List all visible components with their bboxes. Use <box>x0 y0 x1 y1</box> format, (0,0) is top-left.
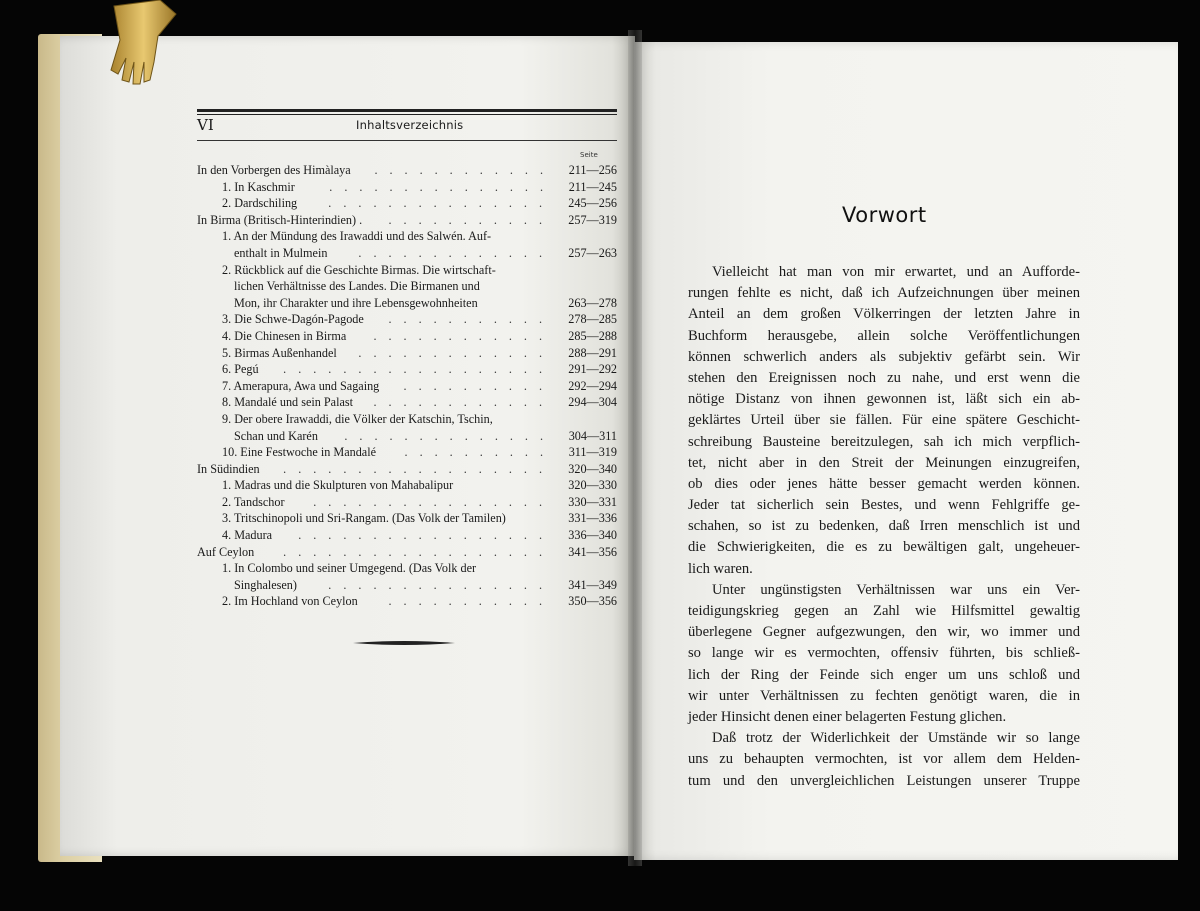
toc-entry <box>197 245 617 262</box>
toc-leader-dots: ............ <box>373 395 554 410</box>
preface-line: wir unter Verhältnissen zu fechten genötigt waren, die in <box>688 687 1080 704</box>
preface-line: rungen fehlte es nicht, daß ich Aufzeichnungen über meinen <box>688 285 1080 302</box>
preface-line: uns zu behaupten vermochten, ist vor allem dem Helden- <box>688 751 1080 768</box>
toc-entry <box>197 212 617 229</box>
toc-leader-dots: ................. <box>298 528 554 543</box>
toc-leader-dots: .......... <box>404 445 555 460</box>
toc-entry <box>197 311 617 328</box>
toc-entry <box>197 361 617 378</box>
toc-leader-dots: ............... <box>328 577 554 592</box>
toc-entry-title: 7. Amerapura, Awa und Sagaing <box>222 378 380 393</box>
hand-bookmark-icon <box>100 0 180 90</box>
toc-page-range: 341—349 <box>568 577 617 592</box>
toc-entry <box>197 428 617 445</box>
preface-line: schreibung Bausteine bereitzulegen, sah ich mich verpflich- <box>688 433 1080 450</box>
preface-line: Unter ungünstigsten Verhältnissen war uns ein Ver- <box>712 581 1080 598</box>
toc-entry-title: In den Vorbergen des Himàlaya <box>197 163 351 177</box>
preface-line: stehen den Ereignissen noch zu nahe, und erst wenn die <box>688 369 1080 386</box>
toc-page-range: 311—319 <box>568 445 617 460</box>
toc-page-range: 257—263 <box>568 245 617 260</box>
preface-line: tum und den unvergleichlichen Leistungen unserer Truppe <box>688 772 1080 789</box>
toc-entry-title: 8. Mandalé und sein Palast <box>222 395 353 410</box>
toc-entry <box>197 593 617 610</box>
toc-entry <box>197 560 617 577</box>
toc-leader-dots: .................. <box>283 544 554 559</box>
toc-leader-dots: ............. <box>358 245 554 260</box>
toc-entry <box>197 228 617 245</box>
toc-entry <box>197 544 617 561</box>
preface-line: geklärtes Urteil über sie fällen. Für eine spätere Geschicht- <box>688 412 1080 429</box>
toc-entry <box>197 411 617 428</box>
toc-entry-title: 3. Tritschinopoli und Sri-Rangam. (Das Volk der Tamilen) <box>222 511 506 526</box>
toc-page-range: 263—278 <box>568 295 617 310</box>
toc-entry-title: 3. Die Schwe-Dagón-Pagode <box>222 312 364 327</box>
toc-entry-title: 10. Eine Festwoche in Mandalé <box>222 445 376 460</box>
toc-page-range: 330—331 <box>568 494 617 509</box>
toc-leader-dots: .............. <box>344 428 555 443</box>
running-title: Inhaltsverzeichnis <box>356 118 464 132</box>
toc-entry-title: Schan und Karén <box>234 428 318 443</box>
toc-entry <box>197 262 617 279</box>
preface-line: können schwerlich anders als subjektiv gefärbt sein. Wir <box>688 348 1080 365</box>
preface-line: Jeder tat sicherlich sein Bestes, und wenn Fehlgriffe ge- <box>688 497 1080 514</box>
preface-line: die Schwierigkeiten, die es zu bewältigen galt, ungeheuer- <box>688 539 1080 556</box>
toc-entry-title: Auf Ceylon <box>197 544 255 559</box>
page-number: VI <box>197 116 214 134</box>
preface-line: nötige Distanz von ihnen gewonnen ist, läßt sich ein ab- <box>688 391 1080 408</box>
toc-leader-dots: ............ <box>374 163 555 177</box>
preface-line: schahen, so ist zu bedenken, daß Irren menschlich ist und <box>688 518 1080 535</box>
toc-entry-title: 4. Die Chinesen in Birma <box>222 328 347 343</box>
toc-leader-dots: .................. <box>283 461 554 476</box>
toc-entry-title: 4. Madura <box>222 528 273 543</box>
toc-leader-dots: ............... <box>329 179 555 194</box>
seite-label: Seite <box>580 151 598 159</box>
toc-entry-title: 2. Dardschiling <box>222 196 298 211</box>
preface-line: überlegene Gegner aufgezwungen, den wir, wo immer und <box>688 624 1080 641</box>
preface-line: jeder Hinsicht denen einer belagerten Festung glichen. <box>688 708 1007 725</box>
preface-line: Buchform herausgebe, allein solche Veröffentlichungen <box>688 327 1080 344</box>
toc-page-range: 211—245 <box>568 179 617 194</box>
toc-entry-title: 1. An der Mündung des Irawaddi und des Salwén. Auf- <box>222 229 492 244</box>
toc-entry-title: In Birma (Britisch-Hinterindien) . <box>197 212 363 227</box>
toc-entry <box>197 394 617 411</box>
toc-entry <box>197 345 617 362</box>
toc-entry-title: enthalt in Mulmein <box>234 245 328 260</box>
preface-line: lich der Ring der Feinde sich enger um uns schloß und <box>688 666 1080 683</box>
toc-entry-title: 1. Madras und die Skulpturen von Mahabalipur <box>222 478 454 493</box>
preface-line: so lange wir es vermochten, offensiv führten, bis schließ- <box>688 645 1080 662</box>
toc-page-range: 304—311 <box>568 428 617 443</box>
toc-entry-title: 2. Im Hochland von Ceylon <box>222 594 358 609</box>
toc-page-range: 294—304 <box>568 395 617 410</box>
toc-page-range: 320—330 <box>568 478 617 493</box>
toc-entry-title: 6. Pegú <box>222 362 259 377</box>
toc-entry-title: 5. Birmas Außenhandel <box>222 345 337 360</box>
toc-page-range: 245—256 <box>568 196 617 211</box>
toc-page-range: 278—285 <box>568 312 617 327</box>
toc-leader-dots: ........... <box>388 312 554 327</box>
toc-entry-title: Singhalesen) <box>234 577 297 592</box>
toc-leader-dots: .......... <box>403 378 554 393</box>
table-of-contents <box>197 162 617 610</box>
toc-entry-title: 1. In Kaschmir <box>222 179 295 194</box>
toc-entry <box>197 577 617 594</box>
toc-entry-title: 9. Der obere Irawaddi, die Völker der Katschin, Tschin, <box>222 411 493 426</box>
toc-entry-title: Mon, ihr Charakter und ihre Lebensgewohnheiten <box>234 295 478 310</box>
toc-entry-title: lichen Verhältnisse des Landes. Die Birmanen und <box>234 279 480 294</box>
preface-line: lich waren. <box>688 560 753 577</box>
preface-line: tet, nicht aber in den Streit der Meinungen einzugreifen, <box>688 454 1080 471</box>
toc-entry <box>197 378 617 395</box>
toc-page-range: 341—356 <box>568 544 617 559</box>
toc-leader-dots: ............ <box>373 328 554 343</box>
toc-page-range: 331—336 <box>568 511 617 526</box>
toc-entry <box>197 179 617 196</box>
preface-line: teidigungskrieg gegen an Zahl wie Hilfsmittel gewaltig <box>688 603 1080 619</box>
preface-line: Vielleicht hat man von mir erwartet, und an Aufforde- <box>712 264 1080 280</box>
toc-page-range: 291—292 <box>568 362 617 377</box>
toc-entry <box>197 162 617 179</box>
preface-body <box>688 262 1080 792</box>
toc-entry <box>197 444 617 461</box>
toc-page-range: 336—340 <box>568 528 617 543</box>
toc-entry <box>197 510 617 527</box>
toc-entry <box>197 461 617 478</box>
end-ornament-icon <box>353 640 455 646</box>
toc-page-range: 288—291 <box>568 345 617 360</box>
book-gutter <box>628 30 642 866</box>
toc-entry-title: In Südindien <box>197 461 260 476</box>
preface-title: Vorwort <box>842 203 927 227</box>
toc-page-range: 257—319 <box>568 212 617 227</box>
toc-page-range: 285—288 <box>568 328 617 343</box>
toc-entry <box>197 278 617 295</box>
toc-leader-dots: ........... <box>388 594 554 609</box>
header-rule-thin <box>197 114 617 115</box>
toc-entry <box>197 295 617 312</box>
toc-leader-dots: ............. <box>358 345 554 360</box>
preface-line: Daß trotz der Widerlichkeit der Umstände wir so lange <box>712 730 1080 747</box>
toc-leader-dots: .................. <box>283 362 554 377</box>
preface-line: ob dies oder jenes hätte besser gemacht werden können. <box>688 475 1080 492</box>
toc-entry-title: 2. Tandschor <box>222 494 285 509</box>
toc-entry <box>197 477 617 494</box>
toc-entry <box>197 328 617 345</box>
header-rule-thick <box>197 109 617 112</box>
toc-entry <box>197 195 617 212</box>
header-rule-bottom <box>197 140 617 141</box>
toc-page-range: 350—356 <box>568 594 617 609</box>
toc-entry <box>197 494 617 511</box>
toc-entry <box>197 527 617 544</box>
toc-leader-dots: ................ <box>313 494 554 509</box>
preface-line: Anteil an dem großen Völkerringen der letzten Jahre in <box>688 306 1080 323</box>
toc-leader-dots: ............... <box>328 196 554 211</box>
toc-entry-title: 1. In Colombo und seiner Umgegend. (Das Volk der <box>222 561 477 576</box>
toc-page-range: 320—340 <box>568 461 617 476</box>
toc-page-range: 211—256 <box>568 163 617 177</box>
toc-page-range: 292—294 <box>568 378 617 393</box>
toc-leader-dots: ........... <box>388 212 554 227</box>
toc-entry-title: 2. Rückblick auf die Geschichte Birmas. Die wirtschaft- <box>222 262 496 277</box>
